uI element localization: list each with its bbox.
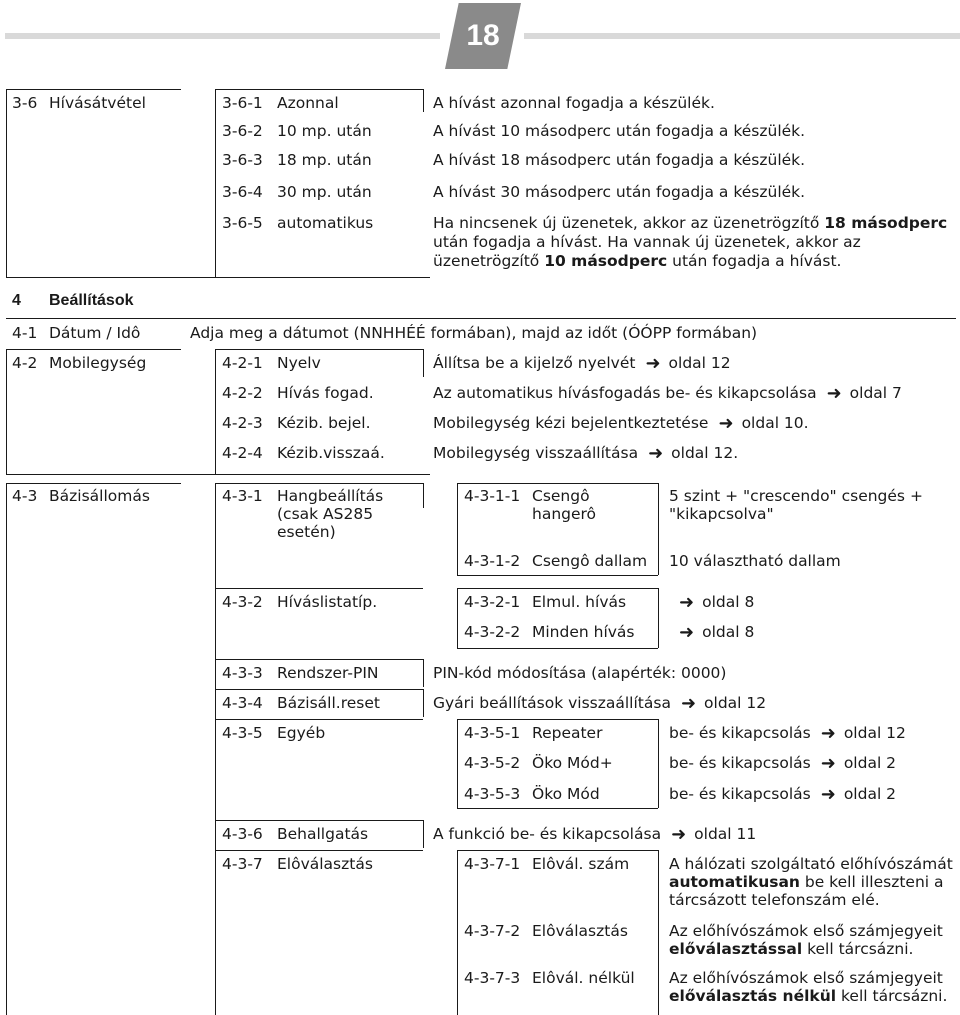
s41-code: 4-1 — [12, 324, 38, 342]
box-line — [457, 850, 658, 851]
menu-code: 3-6-2 — [222, 122, 263, 140]
box-line — [457, 588, 658, 589]
box-line — [457, 483, 458, 575]
box-line — [423, 820, 424, 848]
menu-item-desc: be- és kikapcsolás ➜ oldal 12 — [669, 723, 906, 744]
page-reference[interactable]: oldal 11 — [694, 825, 757, 843]
menu-code: 4-3-5-1 — [464, 724, 521, 742]
menu-item-desc: Mobilegység visszaállítása ➜ oldal 12. — [433, 443, 739, 464]
menu-item-desc: Mobilegység kézi bejelentkeztetése ➜ oldal 10. — [433, 413, 809, 434]
menu-code: 4-2-2 — [222, 384, 263, 402]
right-arrow-icon: ➜ — [718, 413, 734, 434]
box-line — [215, 349, 423, 350]
page-reference[interactable]: oldal 7 — [849, 384, 902, 402]
menu-item-desc: A hálózati szolgáltató előhívószámát automatikusan be kell illeszteni a tárcsázott telefonszám elé. — [669, 855, 953, 909]
menu-code: 3-6-1 — [222, 94, 263, 112]
box-line — [215, 820, 423, 821]
menu-code: 4-2-3 — [222, 414, 263, 432]
menu-code: 4-3-5-2 — [464, 754, 521, 772]
menu-code: 4-3-7-1 — [464, 855, 521, 873]
menu-code: 4-3-1 — [222, 487, 263, 505]
page-reference[interactable]: oldal 12 — [843, 724, 906, 742]
box-line — [6, 89, 7, 277]
right-arrow-icon: ➜ — [648, 443, 664, 464]
menu-item-label: Elôvál. szám — [532, 855, 630, 873]
menu-code: 4-3-3 — [222, 664, 263, 682]
box-line — [423, 659, 424, 687]
menu-item-label: Nyelv — [277, 354, 321, 372]
page-reference[interactable]: oldal 12. — [671, 444, 739, 462]
box-line — [6, 349, 181, 350]
menu-item-label: Elôválasztás — [277, 855, 373, 873]
menu-item-desc: be- és kikapcsolás ➜ oldal 2 — [669, 753, 897, 774]
s36-code: 3-6 — [12, 94, 38, 112]
menu-item-label: Híváslistatíp. — [277, 593, 378, 611]
menu-item-desc — [669, 623, 754, 642]
box-line — [215, 483, 216, 1015]
menu-item-label: Behallgatás — [277, 825, 369, 843]
box-line — [658, 588, 659, 648]
box-line — [215, 659, 423, 660]
menu-item-label: Egyéb — [277, 724, 326, 742]
right-arrow-icon: ➜ — [679, 592, 695, 613]
s42-code: 4-2 — [12, 354, 38, 372]
menu-item-desc: 5 szint + "crescendo" csengés + "kikapcsolva" — [669, 487, 923, 523]
menu-item-desc: PIN-kód módosítása (alapérték: 0000) — [433, 664, 727, 682]
header-rule-left — [5, 33, 440, 39]
menu-item-desc: Állítsa be a kijelző nyelvét ➜ oldal 12 — [433, 353, 731, 374]
menu-item-desc: Az automatikus hívásfogadás be- és kikapcsolása ➜ oldal 7 — [433, 383, 902, 404]
s41-label: Dátum / Idô — [49, 324, 141, 342]
s42-label: Mobilegység — [49, 354, 147, 372]
menu-item-desc: be- és kikapcsolás ➜ oldal 2 — [669, 784, 897, 805]
menu-code: 4-3-2 — [222, 593, 263, 611]
s43-label: Bázisállomás — [49, 487, 150, 505]
box-line — [215, 89, 423, 90]
page-reference[interactable]: oldal 2 — [843, 785, 897, 803]
menu-item-label: Kézib. bejel. — [277, 414, 371, 432]
box-line — [6, 474, 430, 475]
right-arrow-icon: ➜ — [645, 353, 661, 374]
box-line — [215, 89, 216, 277]
menu-code: 4-3-2-1 — [464, 593, 521, 611]
menu-code: 4-3-7 — [222, 855, 263, 873]
box-line — [6, 349, 7, 474]
menu-item-label: automatikus — [277, 214, 374, 232]
box-line — [6, 483, 181, 484]
s41-desc: Adja meg a dátumot (NNHHÉÉ formában), majd az időt (ÓÓPP formában) — [190, 324, 758, 342]
menu-item-label: Minden hívás — [532, 623, 635, 641]
menu-item-label: Rendszer-PIN — [277, 664, 379, 682]
box-line — [658, 850, 659, 1015]
menu-item-desc: Ha nincsenek új üzenetek, akkor az üzenetrögzítő 18 másodperc után fogadja a hívást. Ha vannak új üzenetek, akkor az üzenetrögzítő 10 másodperc után fogadja a hívást. — [433, 214, 948, 270]
box-line — [423, 483, 424, 508]
menu-code: 4-2-1 — [222, 354, 263, 372]
menu-item-label: Bázisáll.reset — [277, 694, 380, 712]
box-line — [457, 808, 658, 809]
menu-item-label: Elôválasztás — [532, 922, 628, 940]
box-line — [215, 689, 423, 690]
menu-item-desc: A hívást 18 másodperc után fogadja a készülék. — [433, 151, 806, 169]
menu-code: 4-3-4 — [222, 694, 263, 712]
menu-item-desc: Gyári beállítások visszaállítása ➜ oldal 12 — [433, 693, 767, 714]
menu-item-label: Csengô dallam — [532, 552, 648, 570]
menu-item-label: Elôvál. nélkül — [532, 969, 635, 987]
menu-code: 4-3-1-2 — [464, 552, 521, 570]
section-title: Beállítások — [49, 292, 134, 309]
box-line — [457, 850, 458, 1015]
menu-item-desc — [669, 593, 754, 612]
box-line — [457, 575, 658, 576]
menu-code: 4-3-5-3 — [464, 785, 521, 803]
s36-label: Hívásátvétel — [49, 94, 146, 112]
menu-item-desc: A hívást azonnal fogadja a készülék. — [433, 94, 715, 112]
menu-code: 4-3-7-2 — [464, 922, 521, 940]
menu-item-desc: A funkció be- és kikapcsolása ➜ oldal 11 — [433, 824, 757, 845]
box-line — [457, 719, 458, 808]
menu-item-label: Azonnal — [277, 94, 339, 112]
menu-item-desc: Az előhívószámok első számjegyeit előválasztással kell tárcsázni. — [669, 922, 943, 958]
menu-item-label: Csengô hangerô — [532, 487, 597, 523]
page-number: 18 — [466, 19, 500, 52]
page-reference[interactable]: oldal 8 — [702, 623, 755, 641]
box-line — [658, 719, 659, 808]
menu-item-label: Öko Mód+ — [532, 754, 613, 772]
header-rule-right — [524, 33, 960, 39]
box-line — [6, 318, 956, 319]
menu-code: 4-3-2-2 — [464, 623, 521, 641]
menu-item-desc: A hívást 10 másodperc után fogadja a készülék. — [433, 122, 806, 140]
menu-code: 3-6-5 — [222, 214, 263, 232]
menu-item-desc: Az előhívószámok első számjegyeit előválasztás nélkül kell tárcsázni. — [669, 969, 948, 1005]
section-number: 4 — [12, 292, 21, 309]
box-line — [6, 89, 181, 90]
page-reference[interactable]: oldal 10. — [741, 414, 809, 432]
box-line — [457, 719, 658, 720]
box-line — [423, 89, 424, 112]
box-line — [215, 719, 423, 720]
menu-item-label: Kézib.visszaá. — [277, 444, 385, 462]
right-arrow-icon: ➜ — [820, 753, 836, 774]
menu-item-label: Hangbeállítás (csak AS285 esetén) — [277, 487, 384, 541]
s43-code: 4-3 — [12, 487, 38, 505]
menu-item-label: 30 mp. után — [277, 183, 372, 201]
page-reference[interactable]: oldal 12 — [668, 354, 731, 372]
menu-code: 4-3-5 — [222, 724, 263, 742]
box-line — [6, 483, 7, 1015]
menu-item-label: 18 mp. után — [277, 151, 372, 169]
menu-code: 4-2-4 — [222, 444, 263, 462]
menu-item-desc: 10 választható dallam — [669, 552, 841, 570]
page-reference[interactable]: oldal 12 — [704, 694, 767, 712]
menu-code: 4-3-6 — [222, 825, 263, 843]
menu-code: 3-6-3 — [222, 151, 263, 169]
menu-item-label: Elmul. hívás — [532, 593, 627, 611]
box-line — [658, 483, 659, 575]
right-arrow-icon: ➜ — [826, 383, 842, 404]
box-line — [215, 850, 423, 851]
menu-item-label: Repeater — [532, 724, 603, 742]
box-line — [457, 648, 658, 649]
menu-code: 3-6-4 — [222, 183, 263, 201]
right-arrow-icon: ➜ — [820, 723, 836, 744]
box-line — [457, 588, 458, 648]
page-reference[interactable]: oldal 2 — [843, 754, 897, 772]
right-arrow-icon: ➜ — [671, 824, 687, 845]
box-line — [215, 349, 216, 474]
menu-item-label: Öko Mód — [532, 785, 600, 803]
box-line — [423, 349, 424, 377]
right-arrow-icon: ➜ — [820, 784, 836, 805]
box-line — [6, 277, 430, 278]
box-line — [215, 588, 423, 589]
box-line — [215, 483, 423, 484]
menu-item-label: 10 mp. után — [277, 122, 372, 140]
box-line — [423, 689, 424, 717]
menu-code: 4-3-1-1 — [464, 487, 521, 505]
menu-item-label: Hívás fogad. — [277, 384, 374, 402]
right-arrow-icon: ➜ — [679, 622, 695, 643]
page-reference[interactable]: oldal 8 — [702, 593, 755, 611]
menu-code: 4-3-7-3 — [464, 969, 521, 987]
right-arrow-icon: ➜ — [680, 693, 697, 714]
box-line — [457, 483, 658, 484]
menu-item-desc: A hívást 30 másodperc után fogadja a készülék. — [433, 183, 806, 201]
